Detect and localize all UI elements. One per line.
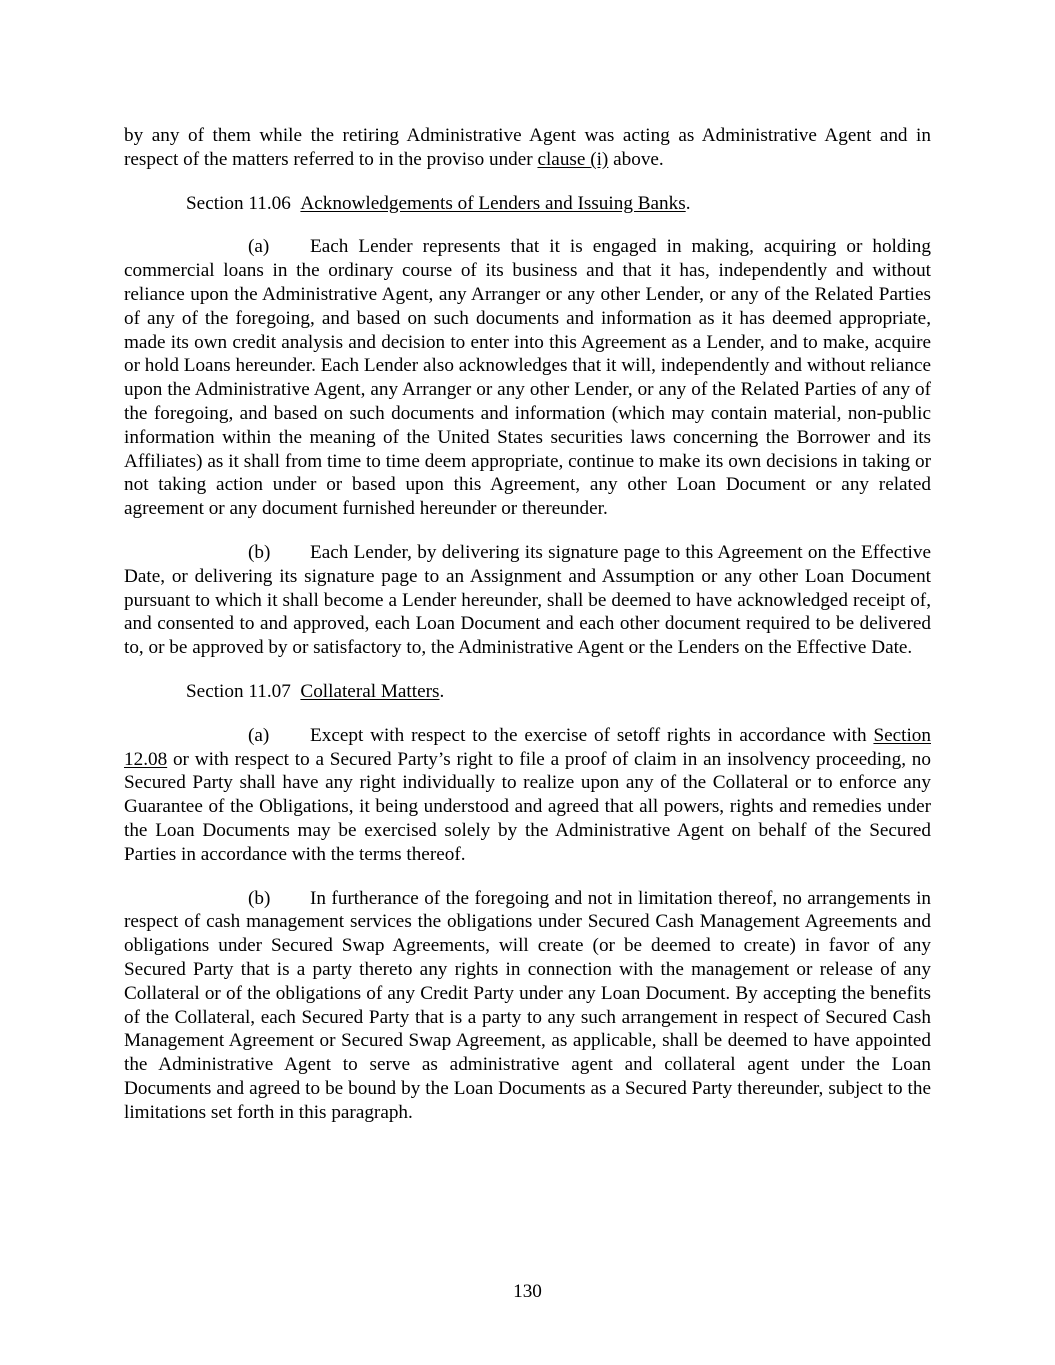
paragraph-text-end: or with respect to a Secured Party’s right to file a proof of claim in an insolvency proceeding, no Secured Party shall have any right individually to realize upon any of the Collateral or to enforce any Guarantee of the Obligations, it being understood and agreed that all powers, rights and remedies under the Loan Documents may be exercised solely by the Administrative Agent on behalf of the Secured Parties in accordance with the terms thereof. [124,748,931,865]
paragraph-label: (a) [248,724,270,746]
section-11-06-heading [124,192,931,216]
section-11-07-period: . [439,680,445,702]
section-11-07-paragraph-a [124,724,931,867]
clause-i-reference: clause (i) [537,148,609,170]
paragraph-label: (b) [248,887,271,909]
section-11-07-title: Collateral Matters [300,680,440,702]
section-11-06-number: Section 11.06 [186,192,291,214]
section-11-06-paragraph-a [124,235,931,521]
section-11-07-number: Section 11.07 [186,680,291,702]
paragraph-text: Each Lender, by delivering its signature page to this Agreement on the Effective Date, or delivering its signature page to an Assignment and Assumption or any other Loan Document pursuant to which it shall become a Lender hereunder, shall be deemed to have acknowledged receipt of, and consented to and approved, each Loan Document and each other document required to be delivered to, or be approved by or satisfactory to, the Administrative Agent or the Lenders on the Effective Date. [124,541,931,659]
paragraph-text-start: Except with respect to the exercise of setoff rights in accordance with [310,724,874,746]
paragraph-label: (a) [248,236,270,258]
paragraph-text: Each Lender represents that it is engaged in making, acquiring or holding commercial loans in the ordinary course of its business and that it has, independently and without reliance upon the Administrative Agent, any Arranger or any other Lender, or any of the Related Parties of any of the foregoing, and based on such documents and information as it has deemed appropriate, made its own credit analysis and decision to enter into this Agreement as a Lender, and to make, acquire or hold Loans hereunder. Each Lender also acknowledges that it will, independently and without reliance upon the Administrative Agent, any Arranger or any other Lender, or any of the Related Parties of any of the foregoing, and based on such documents and information (which may contain material, non-public information within the meaning of the United States securities laws concerning the Borrower and its Affiliates) as it shall from time to time deem appropriate, continue to make its own decisions in taking or not taking action under or based upon this Agreement, any other Loan Document or any related agreement or any document furnished hereunder or thereunder. [124,236,931,520]
section-11-07-paragraph-b [124,887,931,1125]
section-12-08-reference: Section 12.08 [124,724,931,770]
section-11-07-heading [124,680,931,704]
continuation-text-start: by any of them while the retiring Administrative Agent was acting as Administrative Agent and in respect of the matters referred to in the proviso under [124,125,931,170]
section-11-06-period: . [685,192,691,214]
continuation-text-end: above. [608,148,664,170]
page-number: 130 [513,1281,542,1302]
section-11-06-paragraph-b [124,541,931,660]
section-11-06-title: Acknowledgements of Lenders and Issuing Banks [300,192,686,214]
paragraph-text: In furtherance of the foregoing and not in limitation thereof, no arrangements in respect of cash management services the obligations under Secured Cash Management Agreements and obligations under Secured Swap Agreements, will create (or be deemed to create) in favor of any Secured Party that is a party thereto any rights in connection with the management or release of any Collateral or of the obligations of any Credit Party under any Loan Document. By accepting the benefits of the Collateral, each Secured Party that is a party to any such arrangement in respect of Secured Cash Management Agreement or Secured Swap Agreement, as applicable, shall be deemed to have appointed the Administrative Agent to serve as administrative agent and collateral agent under the Loan Documents and agreed to be bound by the Loan Documents as a Secured Party thereunder, subject to the limitations set forth in this paragraph. [124,887,931,1123]
continuation-paragraph [124,124,931,172]
document-page [124,124,931,1124]
paragraph-label: (b) [248,541,271,563]
